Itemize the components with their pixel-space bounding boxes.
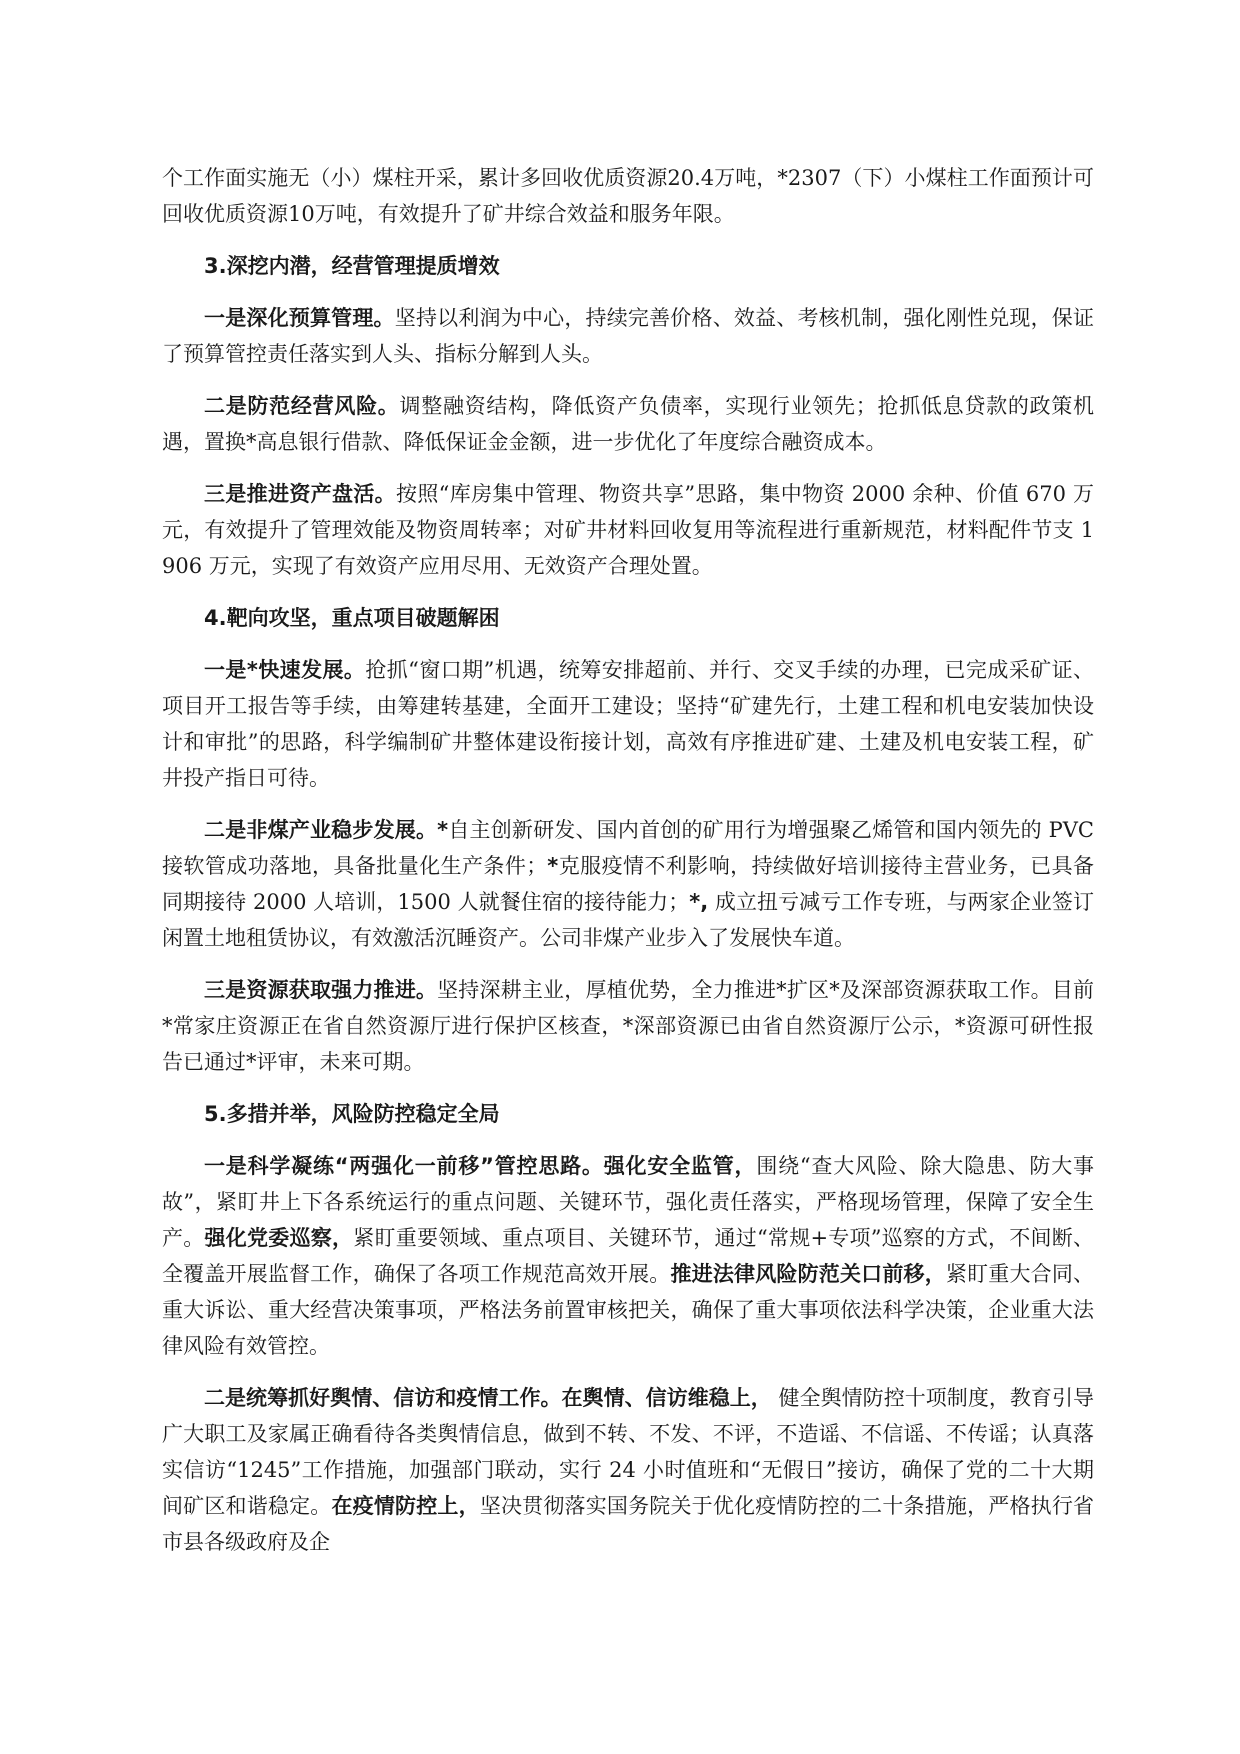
paragraph-control-approach bbox=[162, 1148, 1094, 1364]
paragraph-lead: 二是非煤产业稳步发展。 bbox=[204, 818, 438, 842]
paragraph-bold-mark: * bbox=[437, 818, 449, 842]
paragraph-operating-risk bbox=[162, 388, 1094, 460]
paragraph-text: 围绕“查大风险、除大隐患、防大事故”，紧盯井上下各系统运行的重点问题、关键环节，强化责任落实，严格现场管理，保障了安全生产。 bbox=[162, 1154, 1094, 1250]
section-heading-5: 5.多措并举，风险防控稳定全局 bbox=[204, 1102, 500, 1126]
document-page bbox=[162, 160, 1094, 1576]
section-heading-3: 3.深挖内潜，经营管理提质增效 bbox=[204, 254, 500, 278]
paragraph-lead: 一是科学凝练“两强化一前移”管控思路。强化安全监管， bbox=[204, 1154, 757, 1178]
section-heading-4: 4.靶向攻坚，重点项目破题解困 bbox=[204, 606, 500, 630]
paragraph-text: 健全舆情防控十项制度，教育引导广大职工及家属正确看待各类舆情信息，做到不转、不发、不评，不造谣、不信谣、不传谣；认真落实信访“1245”工作措施，加强部门联动，实行 24 小时值班和“无假日”接访，确保了党的二十大期间矿区和谐稳定。 bbox=[162, 1386, 1094, 1518]
paragraph-text: 紧盯重要领域、重点项目、关键环节，通过“常规+专项”巡察的方式，不间断、全覆盖开展监督工作，确保了各项工作规范高效开展。 bbox=[162, 1226, 1095, 1286]
paragraph-bold-mark: * bbox=[547, 854, 559, 878]
paragraph-bold-phrase: 强化党委巡察， bbox=[204, 1226, 354, 1250]
paragraph-text: 坚持以利润为中心，持续完善价格、效益、考核机制，强化刚性兑现，保证了预算管控责任落实到人头、指标分解到人头。 bbox=[162, 306, 1095, 366]
paragraph-lead: 二是统筹抓好舆情、信访和疫情工作。在舆情、信访维稳上， bbox=[204, 1386, 772, 1410]
paragraph-bold-phrase: 推进法律风险防范关口前移， bbox=[670, 1262, 946, 1286]
paragraph-text: 个工作面实施无（小）煤柱开采，累计多回收优质资源20.4万吨，*2307（下）小煤柱工作面预计可回收优质资源10万吨，有效提升了矿井综合效益和服务年限。 bbox=[162, 166, 1094, 226]
paragraph-budget-management bbox=[162, 300, 1094, 372]
paragraph-text: 坚持深耕主业，厚植优势，全力推进*扩区*及深部资源获取工作。目前*常家庄资源正在省自然资源厅进行保护区核查，*深部资源已由省自然资源厅公示，*资源可研性报告已通过*评审，未来可期。 bbox=[162, 978, 1095, 1074]
paragraph-text: 成立扭亏减亏工作专班，与两家企业签订闲置土地租赁协议，有效激活沉睡资产。公司非煤产业步入了发展快车道。 bbox=[162, 890, 1094, 950]
paragraph-text: 坚决贯彻落实国务院关于优化疫情防控的二十条措施，严格执行省市县各级政府及企 bbox=[162, 1494, 1095, 1554]
paragraph-text: 按照“库房集中管理、物资共享”思路，集中物资 2000 余种、价值 670 万元，有效提升了管理效能及物资周转率；对矿井材料回收复用等流程进行重新规范，材料配件节支 1906 万元，实现了有效资产应用尽用、无效资产合理处置。 bbox=[162, 482, 1095, 578]
paragraph-lead: 一是*快速发展。 bbox=[204, 658, 366, 682]
paragraph-text: 调整融资结构，降低资产负债率，实现行业领先；抢抓低息贷款的政策机遇，置换*高息银行借款、降低保证金金额，进一步优化了年度综合融资成本。 bbox=[162, 394, 1095, 454]
paragraph-rapid-development bbox=[162, 652, 1094, 796]
paragraph-bold-phrase: 在疫情防控上， bbox=[331, 1494, 480, 1518]
paragraph-text: 抢抓“窗口期”机遇，统筹安排超前、并行、交叉手续的办理，已完成采矿证、项目开工报告等手续，由筹建转基建，全面开工建设；坚持“矿建先行，土建工程和机电安装加快设计和审批”的思路，科学编制矿井整体建设衔接计划，高效有序推进矿建、土建及机电安装工程，矿井投产指日可待。 bbox=[162, 658, 1095, 790]
paragraph-lead: 二是防范经营风险。 bbox=[204, 394, 400, 418]
paragraph-lead: 三是资源获取强力推进。 bbox=[204, 978, 438, 1002]
paragraph-text: 克服疫情不利影响，持续做好培训接待主营业务，已具备同期接待 2000 人培训，1500 人就餐住宿的接待能力； bbox=[162, 854, 1095, 914]
paragraph-lead: 一是深化预算管理。 bbox=[204, 306, 395, 330]
paragraph-resource-acquisition bbox=[162, 972, 1094, 1080]
paragraph-asset-revitalization bbox=[162, 476, 1094, 584]
paragraph-continued bbox=[162, 160, 1094, 232]
paragraph-text: 紧盯重大合同、重大诉讼、重大经营决策事项，严格法务前置审核把关，确保了重大事项依法科学决策，企业重大法律风险有效管控。 bbox=[162, 1262, 1095, 1358]
paragraph-non-coal-industry bbox=[162, 812, 1094, 956]
paragraph-lead: 三是推进资产盘活。 bbox=[204, 482, 396, 506]
paragraph-bold-mark: *, bbox=[689, 890, 709, 914]
paragraph-public-opinion-epidemic bbox=[162, 1380, 1094, 1560]
paragraph-text: 自主创新研发、国内首创的矿用行为增强聚乙烯管和国内领先的 PVC 接软管成功落地，具备批量化生产条件； bbox=[162, 818, 1094, 878]
